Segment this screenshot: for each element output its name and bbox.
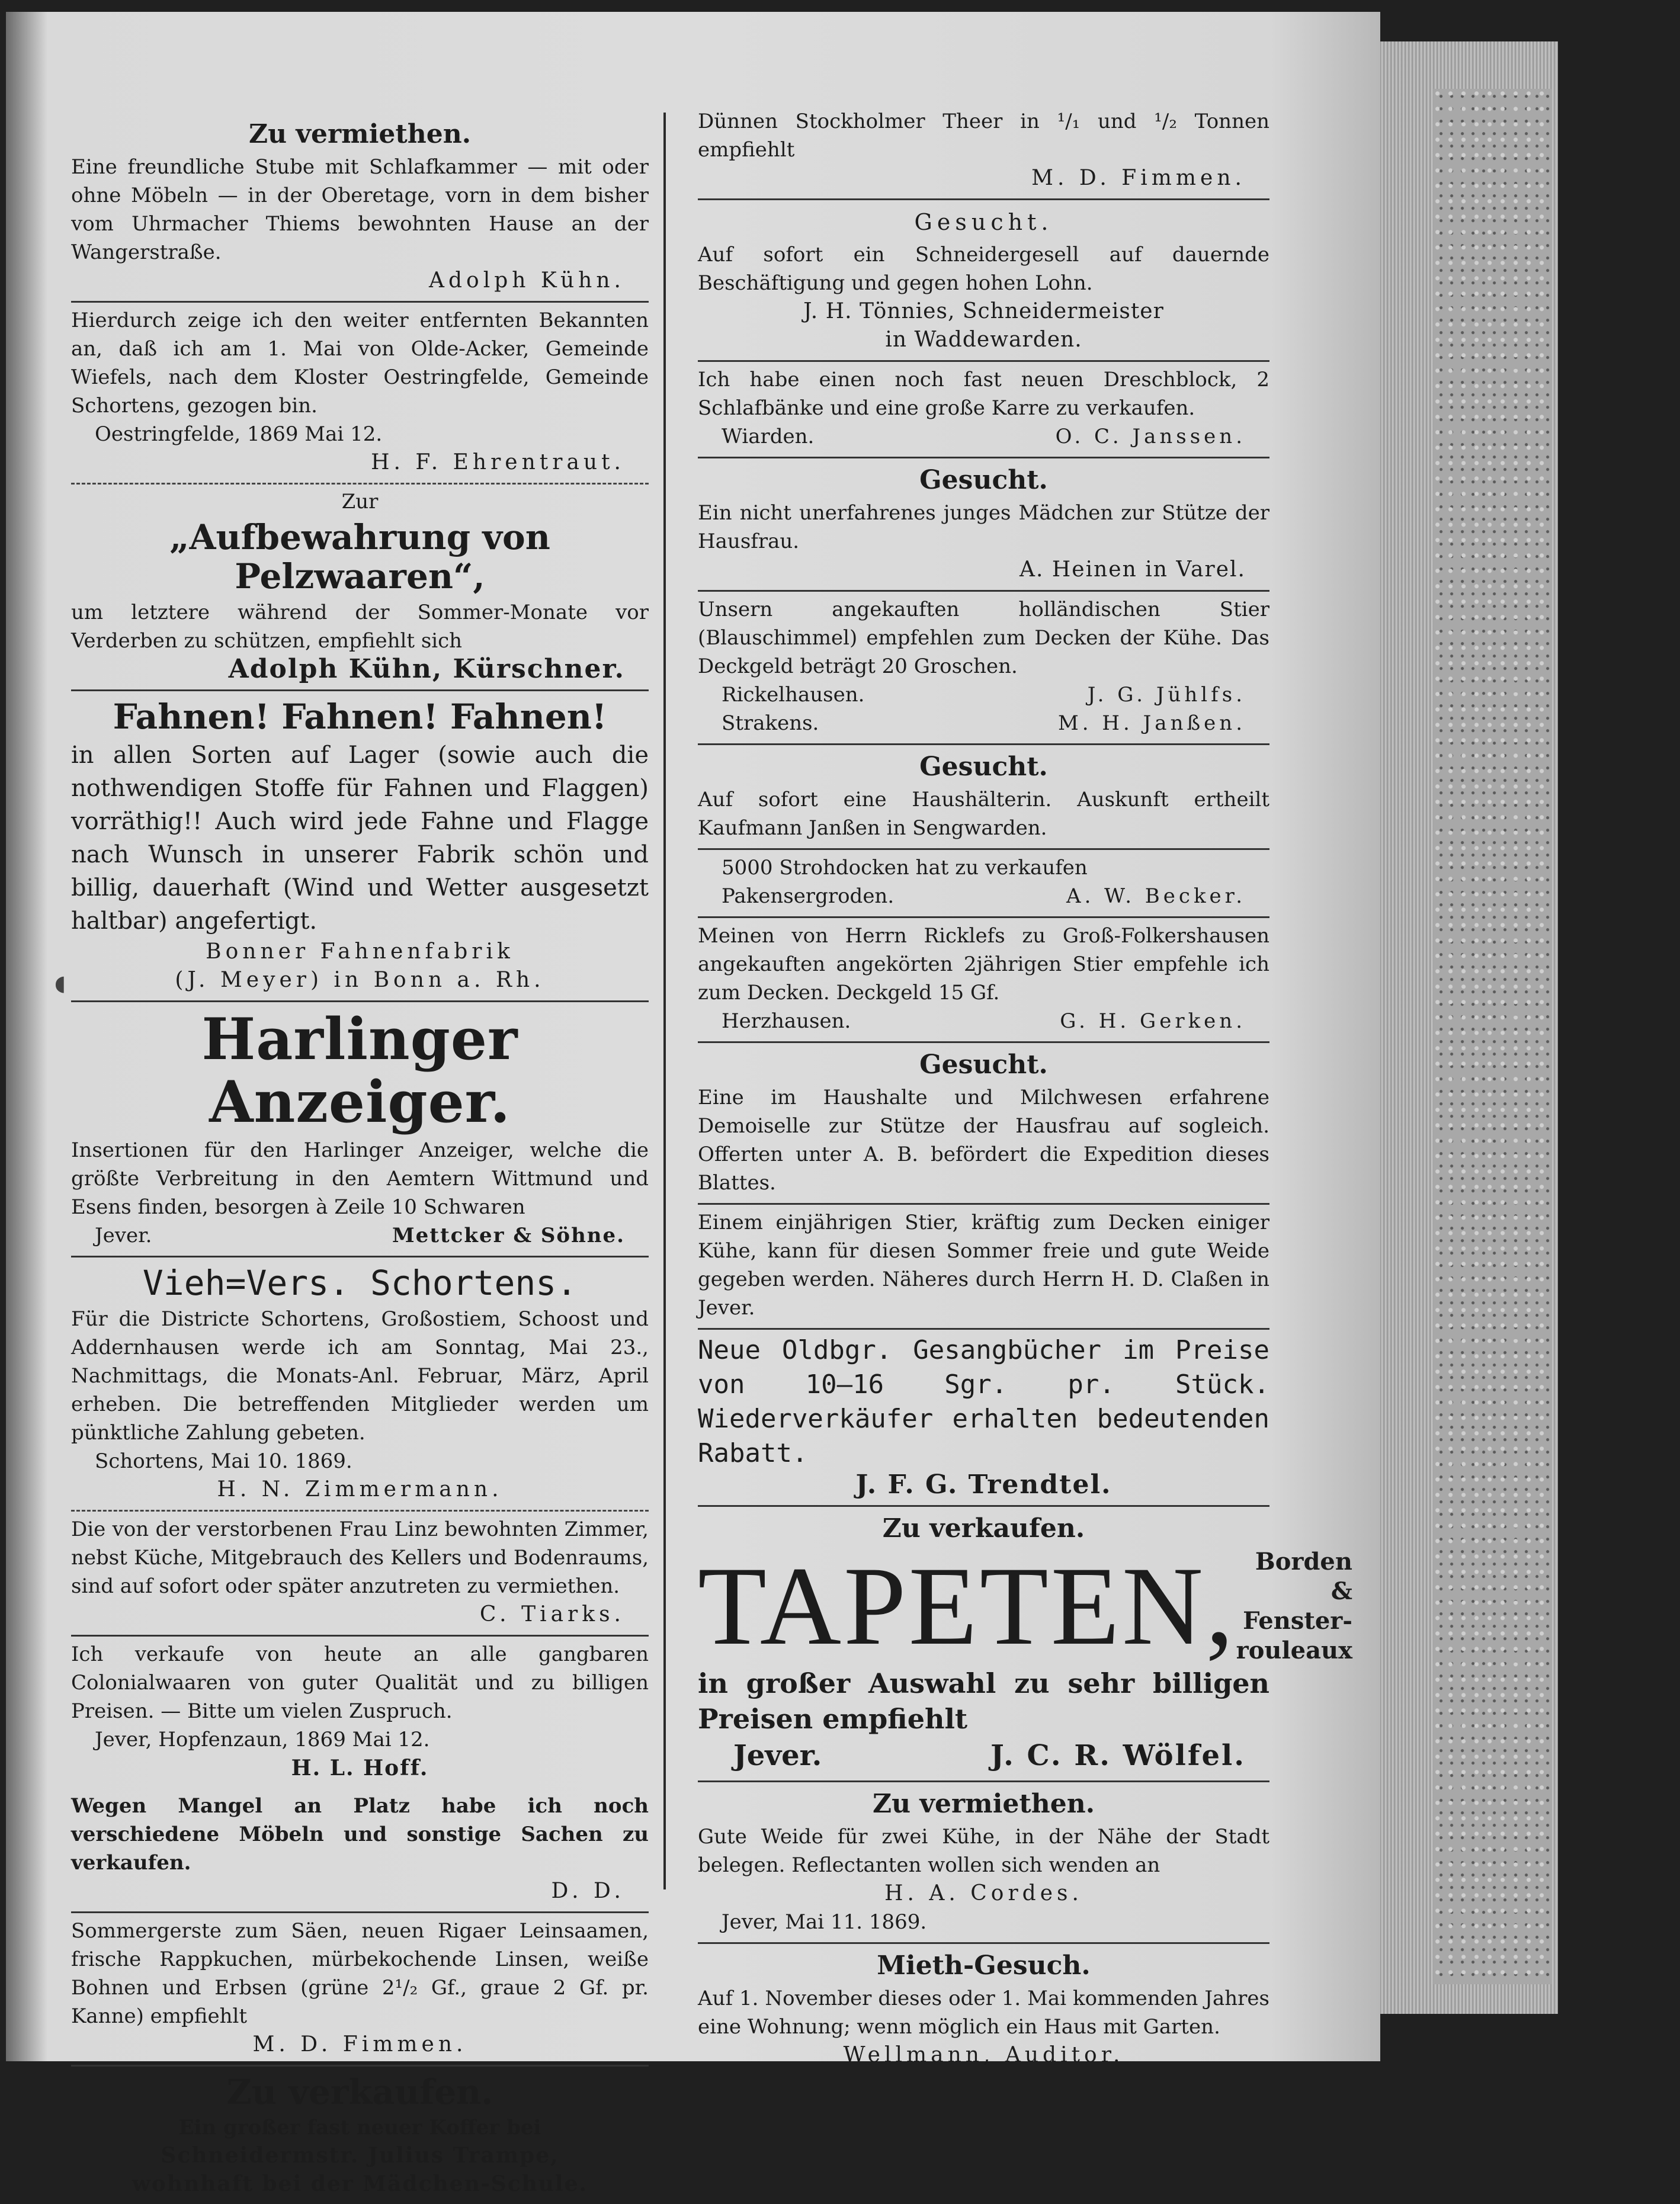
ad-body: Dünnen Stockholmer Theer in ¹/₁ und ¹/₂ Tonnen empfiehlt <box>698 110 1269 162</box>
ad-body: in allen Sorten auf Lager (sowie auch die nothwendigen Stoffe für Fahnen und Flaggen) vorräthig!! Auch wird jede Fahne und Flagge nach Wunsch in unserer Fabrik schön und billig, dauerhaft (Wind und Wetter ausgesetzt haltbar) angefertigt. <box>71 742 649 935</box>
ad-signature: M. D. Fimmen. <box>1031 166 1246 190</box>
ad-signature: J. C. R. Wölfel. <box>990 1739 1246 1772</box>
ad-strohdocken <box>698 850 1269 918</box>
tapeten-block <box>698 1544 1352 1669</box>
ad-place: Strakens. <box>722 711 819 735</box>
ad-heading: Gesucht. <box>919 465 1048 495</box>
ad-ehrentraut <box>71 303 649 485</box>
ad-signature: D. D. <box>551 1879 625 1903</box>
ad-body: Ein großer fast neuer Koffer bei <box>178 2116 541 2139</box>
tapeten-side-1: Borden & <box>1255 1548 1352 1605</box>
ad-gerken <box>698 918 1269 1043</box>
ad-body: Neue Oldbgr. Gesangbücher im Preise von 10—16 Sgr. pr. Stück. Wiederverkäufer erhalten bedeutenden Rabatt. <box>698 1335 1269 1468</box>
ad-place-date: Jever, Hopfenzaun, 1869 Mai 12. <box>95 1728 430 1751</box>
ad-body: Eine im Haushalte und Milchwesen erfahrene Demoiselle zur Stütze der Hausfrau auf sogleich. Offerten unter A. B. befördert die Expedition dieses Blattes. <box>698 1086 1269 1195</box>
ad-moebeln <box>71 1788 649 1913</box>
tapeten-title: TAPETEN, <box>698 1544 1236 1669</box>
ad-einjaehrig <box>698 1205 1269 1330</box>
ad-signature-1: Bonner Fahnenfabrik <box>206 939 514 964</box>
ad-body: Unsern angekauften holländischen Stier (Blauschimmel) empfehlen zum Decken der Kühe. Das Deckgeld beträgt 20 Groschen. <box>698 598 1269 678</box>
ad-heading: Zu verkaufen. <box>226 2072 493 2112</box>
ad-signature: J. G. Jühlfs. <box>1087 683 1246 707</box>
ad-body: 5000 Strohdocken hat zu verkaufen <box>722 856 1088 880</box>
ad-pre-heading: Zur <box>341 490 379 514</box>
ad-signature-1: Schneidermstr. Julius Trampe, <box>161 2143 559 2168</box>
ad-heading: Zu vermiethen. <box>872 1789 1095 1819</box>
ad-signature: C. Tiarks. <box>479 1602 625 1626</box>
ad-signature: J. F. G. Trendtel. <box>855 1470 1112 1500</box>
ad-signature-2: (J. Meyer) in Bonn a. Rh. <box>175 968 545 992</box>
page-fold-mark: ◖ <box>54 971 66 996</box>
ad-place: Wiarden. <box>722 425 815 448</box>
ad-body: Hierdurch zeige ich den weiter entfernten Bekannten an, daß ich am 1. Mai von Olde-Acker, Gemeinde Wiefels, nach dem Kloster Oestringfelde, Gemeinde Schortens, gezogen bin. <box>71 309 649 418</box>
ad-signature: Wellmann, Auditor. <box>843 2043 1124 2067</box>
ad-fahnen <box>71 691 649 1002</box>
ad-signature: H. F. Ehrentraut. <box>371 450 625 474</box>
ad-hoff <box>71 1637 649 1788</box>
ad-body: um letztere während der Sommer-Monate vor Verderben zu schützen, empfiehlt sich <box>71 601 649 653</box>
tapeten-side-text <box>1236 1547 1352 1666</box>
ad-signature: M. D. Fimmen. <box>252 2032 467 2057</box>
right-column <box>698 104 1352 2075</box>
ad-place: Rickelhausen. <box>722 683 865 707</box>
ad-heading: Zu vermiethen. <box>248 119 472 149</box>
ad-footer-row-2 <box>698 709 1269 737</box>
ad-gesucht-demoiselle <box>698 1043 1269 1205</box>
ad-koffer <box>71 2067 649 2204</box>
ad-signature: H. N. Zimmermann. <box>217 1477 503 1502</box>
ad-place-date: Schortens, Mai 10. 1869. <box>95 1449 352 1473</box>
ad-signature: Mettcker & Söhne. <box>392 1224 625 1247</box>
ad-body: Sommergerste zum Säen, neuen Rigaer Leinsaamen, frische Rappkuchen, mürbekochende Linsen, weiße Bohnen und Erbsen (grüne 2¹/₂ Gf., graue 2 Gf. pr. Kanne) empfiehlt <box>71 1919 649 2028</box>
ad-gesucht-schneidergesell <box>698 200 1269 362</box>
tapeten-side-3: rouleaux <box>1236 1637 1352 1664</box>
ad-signature: A. W. Becker. <box>1066 884 1246 908</box>
ad-signature: G. H. Gerken. <box>1060 1009 1246 1033</box>
ad-heading: Harlinger Anzeiger. <box>201 1006 518 1135</box>
ad-harlinger-anzeiger <box>71 1002 649 1257</box>
ad-mieth-gesuch <box>698 1944 1269 2075</box>
ad-theer <box>698 104 1269 200</box>
ad-body: Für die Districte Schortens, Großostiem, Schoost und Addernhausen werde ich am Sonntag, Mai 23., Nachmittags, die Monats-Anl. Februar, März, April erheben. Die betreffenden Mitglieder werden um pünktliche Zahlung gebeten. <box>71 1307 649 1445</box>
column-divider <box>663 113 666 1889</box>
ad-footer-row <box>698 422 1269 451</box>
ad-signature: M. H. Janßen. <box>1057 711 1246 735</box>
ad-heading: „Aufbewahrung von Pelzwaaren“, <box>169 517 550 596</box>
ad-vieh-vers <box>71 1257 649 1512</box>
ad-dreschblock <box>698 362 1269 458</box>
ad-signature: Adolph Kühn, Kürschner. <box>228 654 625 684</box>
ad-body: Einem einjährigen Stier, kräftig zum Decken einiger Kühe, kann für diesen Sommer freie und gute Weide gegeben werden. Näheres durch Herrn H. D. Claßen in Jever. <box>698 1211 1269 1320</box>
ad-gesucht-maedchen <box>698 458 1269 592</box>
ad-signature-1: J. H. Tönnies, Schneidermeister <box>803 299 1164 323</box>
ad-signature-2: in Waddewarden. <box>885 328 1082 352</box>
ad-body: Ich verkaufe von heute an alle gangbaren Colonialwaaren von guter Qualität und zu billigen Preisen. — Bitte um vielen Zuspruch. <box>71 1642 649 1723</box>
ad-body: Ein nicht unerfahrenes junges Mädchen zur Stütze der Hausfrau. <box>698 501 1269 553</box>
ad-footer-row <box>71 1221 649 1250</box>
ad-body: Wegen Mangel an Platz habe ich noch verschiedene Möbeln und sonstige Sachen zu verkaufen. <box>71 1794 649 1875</box>
ad-body: Auf sofort eine Haushälterin. Auskunft ertheilt Kaufmann Janßen in Sengwarden. <box>698 788 1269 840</box>
ad-signature: H. L. Hoff. <box>291 1756 429 1780</box>
ad-heading: Gesucht. <box>919 752 1048 782</box>
ad-tapeten <box>698 1507 1352 1782</box>
ad-heading: Gesucht. <box>914 209 1053 235</box>
ad-weide <box>698 1782 1269 1944</box>
ad-place: Herzhausen. <box>722 1009 851 1033</box>
ad-body: Auf sofort ein Schneidergesell auf dauernde Beschäftigung und gegen hohen Lohn. <box>698 243 1269 295</box>
ad-signature: A. Heinen in Varel. <box>1019 557 1246 582</box>
ad-heading: Fahnen! Fahnen! Fahnen! <box>113 697 607 737</box>
ad-signature: O. C. Janssen. <box>1055 425 1246 448</box>
ad-footer-row <box>698 1007 1269 1035</box>
ad-heading: Gesucht. <box>919 1050 1048 1080</box>
ad-body: Gute Weide für zwei Kühe, in der Nähe der Stadt belegen. Reflectanten wollen sich wenden an <box>698 1825 1269 1877</box>
ad-heading: Mieth-Gesuch. <box>877 1950 1091 1981</box>
ad-footer-row <box>698 882 1269 910</box>
ad-gesucht-haushaelterin <box>698 745 1269 850</box>
ad-place: Pakensergroden. <box>722 884 894 908</box>
book-cover-edge <box>1434 89 1552 1984</box>
ad-zu-vermiethen-1 <box>71 113 649 303</box>
left-column <box>71 113 649 2204</box>
ad-footer-row <box>698 1737 1269 1775</box>
ad-signature: Adolph Kühn. <box>428 268 625 293</box>
ad-body: Auf 1. November dieses oder 1. Mai kommenden Jahres eine Wohnung; wenn möglich ein Haus mit Garten. <box>698 1987 1269 2039</box>
ad-stier <box>698 592 1269 745</box>
ad-body: Ich habe einen noch fast neuen Dreschblock, 2 Schlafbänke und eine große Karre zu verkaufen. <box>698 368 1269 420</box>
ad-heading: Zu verkaufen. <box>882 1513 1085 1544</box>
ad-body: Die von der verstorbenen Frau Linz bewohnten Zimmer, nebst Küche, Mitgebrauch des Kellers und Bodenraums, sind auf sofort oder später anzutreten zu vermiethen. <box>71 1518 649 1598</box>
ad-pelzwaaren <box>71 485 649 691</box>
ad-sommergerste <box>71 1913 649 2067</box>
ad-place: Jever. <box>95 1224 152 1247</box>
ad-heading: Vieh=Vers. Schortens. <box>142 1263 578 1303</box>
ad-signature: H. A. Cordes. <box>884 1881 1083 1905</box>
ad-body: in großer Auswahl zu sehr billigen Preisen empfiehlt <box>698 1667 1269 1735</box>
tapeten-side-2: Fenster- <box>1243 1607 1352 1635</box>
ad-signature-2: wohnhaft bei der Mädchen-Schule. <box>132 2171 588 2196</box>
ad-gesangbuecher <box>698 1330 1269 1507</box>
ad-body: Insertionen für den Harlinger Anzeiger, welche die größte Verbreitung in den Aemtern Wittmund und Esens finden, besorgen à Zeile 10 Schwaren <box>71 1138 649 1219</box>
ad-linz <box>71 1512 649 1637</box>
ad-footer-row-1 <box>698 681 1269 709</box>
ad-body: Meinen von Herrn Ricklefs zu Groß-Folkershausen angekauften angekörten 2jährigen Stier empfehle ich zum Decken. Deckgeld 15 Gf. <box>698 924 1269 1005</box>
ad-body: Eine freundliche Stube mit Schlafkammer — mit oder ohne Möbeln — in der Oberetage, vorn in dem bisher vom Uhrmacher Thiems bewohnten Hause an der Wangerstraße. <box>71 155 649 264</box>
ad-place: Jever. <box>733 1739 822 1772</box>
ad-place-date: Oestringfelde, 1869 Mai 12. <box>95 422 383 446</box>
ad-place-date: Jever, Mai 11. 1869. <box>722 1910 927 1934</box>
